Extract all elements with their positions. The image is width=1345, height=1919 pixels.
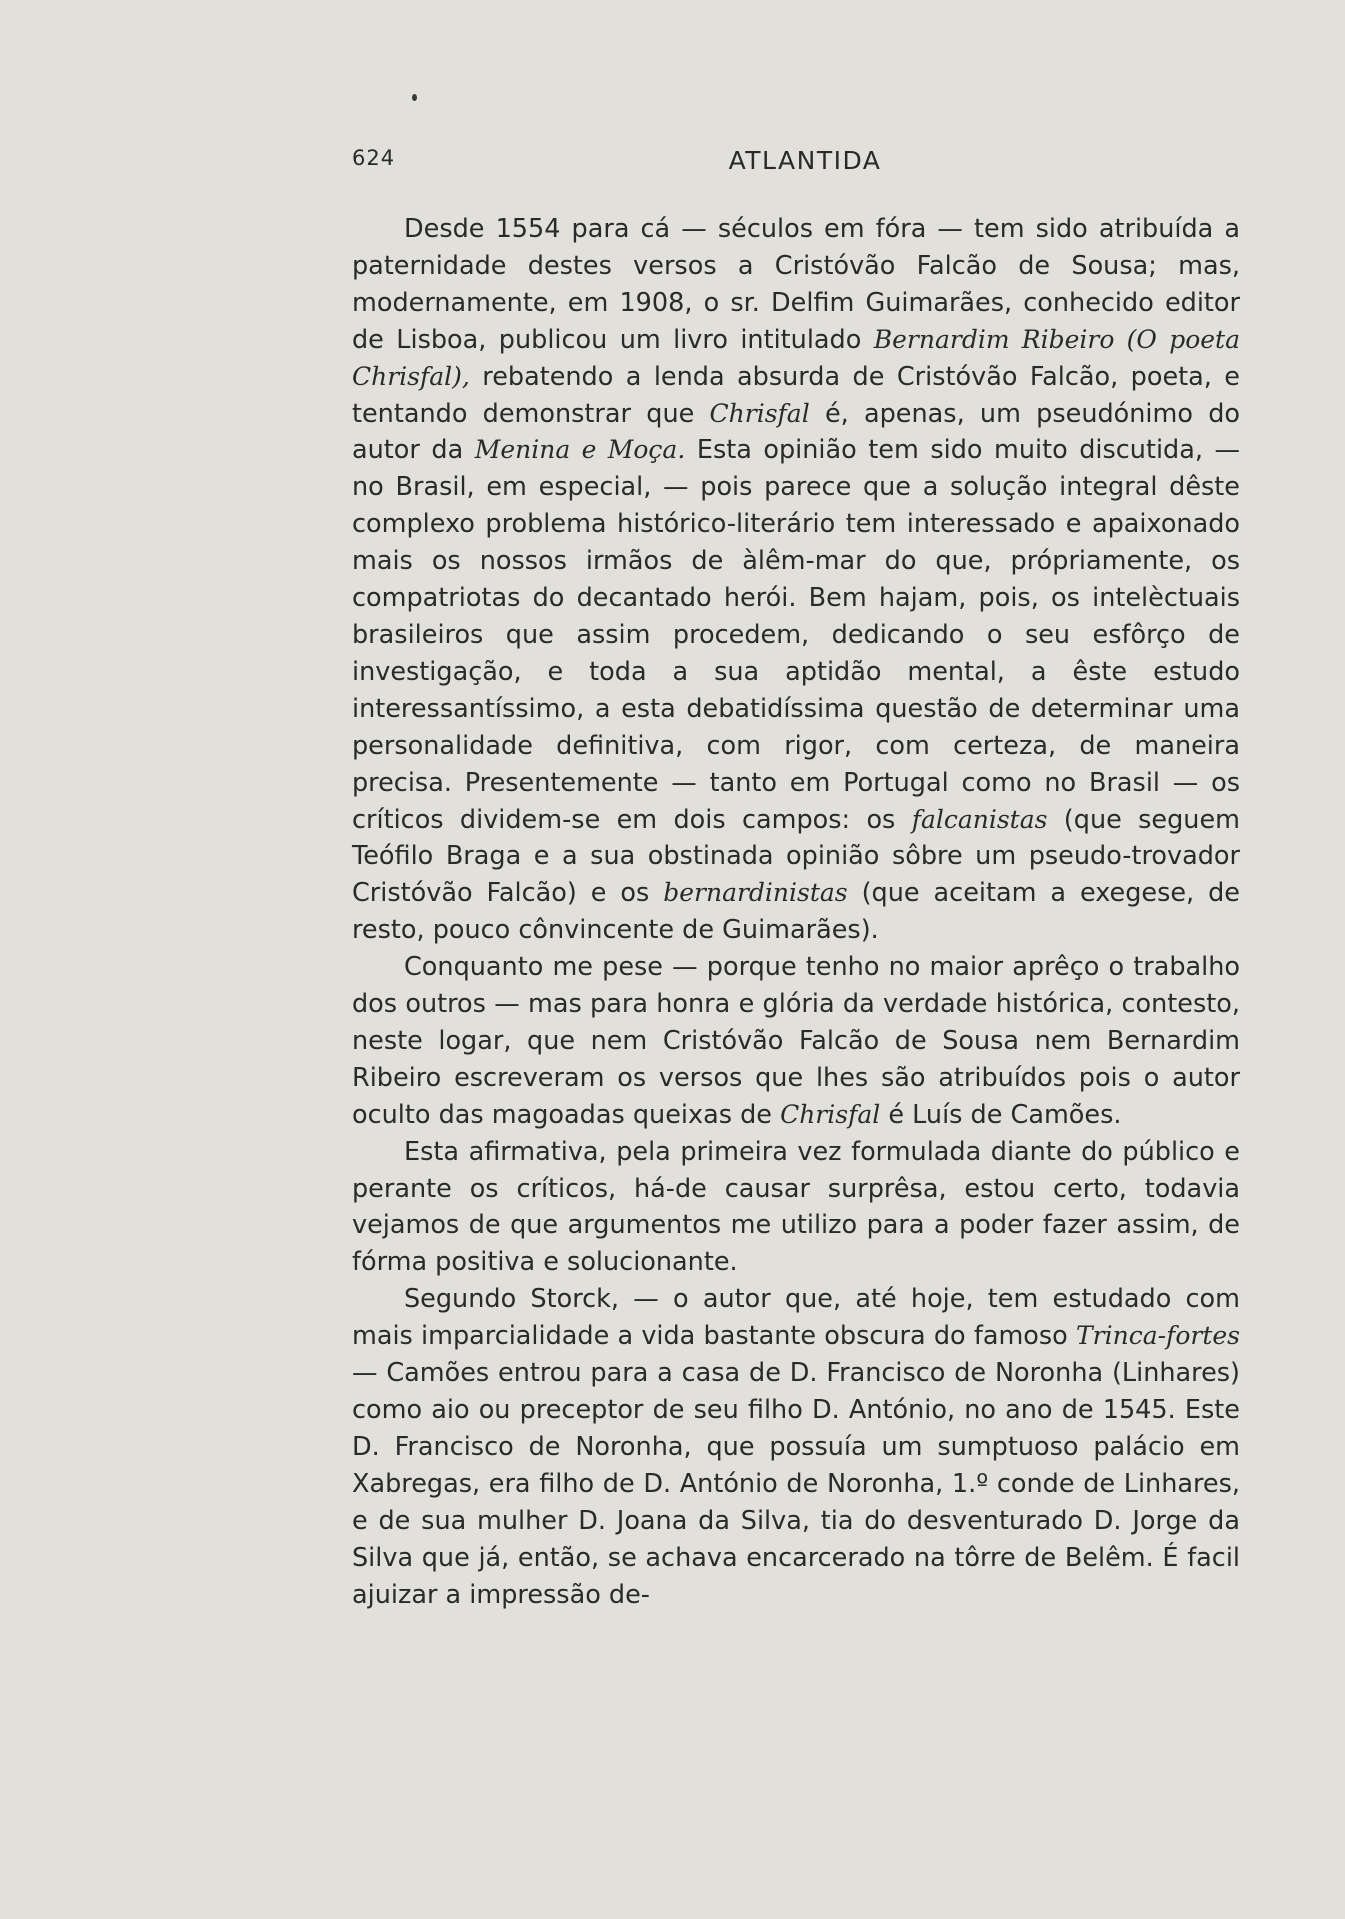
page-number: 624 — [352, 146, 396, 170]
italic-text: Trinca-fortes — [1075, 1321, 1240, 1351]
text-run: Desde 1554 para cá — séculos em fóra — tem sido atribuída a paternidade destes versos a Cristóvão Falcão de Sousa; mas, modernamente, em 1908, o sr. Delfim Guimarães, conhecido editor de Lisboa, publicou um livro intitulado — [352, 214, 1240, 355]
text-run: é Luís de Camões. — [880, 1099, 1122, 1130]
text-run: Conquanto me pese — porque tenho no maior aprêço o trabalho dos outros — mas para honra e glória da verdade histórica, contesto, neste logar, que nem Cristóvão Falcão de Sousa nem Bernardim Ribeiro escreveram os versos que lhes são atribuídos pois o autor oculto das magoadas queixas de — [352, 952, 1240, 1130]
paragraph — [352, 949, 1240, 1134]
italic-text: Bernardim Ribeiro (O poeta Chrisfal), — [352, 324, 1240, 391]
paragraph — [352, 211, 1240, 949]
body-text — [352, 211, 1240, 1613]
text-run: (que aceitam a exegese, de resto, pouco cônvincente de Guimarães). — [352, 878, 1240, 946]
text-run: Esta afirmativa, pela primeira vez formulada diante do público e perante os críticos, há-de causar surprêsa, estou certo, todavia vejamos de que argumentos me utilizo para a poder fazer assim, de fórma positiva e solucionante. — [352, 1136, 1240, 1278]
italic-text: falcanistas — [911, 804, 1048, 834]
text-run: Segundo Storck, — o autor que, até hoje, tem estudado com mais imparcialidade a vida bastante obscura do famoso — [352, 1284, 1240, 1352]
italic-text: Chrisfal — [780, 1099, 881, 1129]
text-run: é, apenas, um pseudónimo do autor da — [352, 398, 1240, 466]
text-run: rebatendo a lenda absurda de Cristóvão Falcão, poeta, e tentando demonstrar que — [352, 361, 1240, 429]
paragraph — [352, 1281, 1240, 1613]
running-title: ATLANTIDA — [728, 146, 882, 175]
italic-text: bernardinistas — [663, 878, 848, 908]
text-run: (que seguem Teófilo Braga e a sua obstinada opinião sôbre um pseudo-trovador Cristóvão Falcão) e os — [352, 804, 1240, 909]
paragraph — [352, 1134, 1240, 1282]
running-header — [352, 146, 1240, 182]
italic-text: Menina e Moça. — [474, 435, 686, 465]
italic-text: Chrisfal — [709, 398, 810, 428]
text-run: — Camões entrou para a casa de D. Francisco de Noronha (Linhares) como aio ou preceptor de seu filho D. António, no ano de 1545. Este D. Francisco de Noronha, que possuía um sumptuoso palácio em Xabregas, era filho de D. António de Noronha, 1.º conde de Linhares, e de sua mulher D. Joana da Silva, tia do desventurado D. Jorge da Silva que já, então, se achava encarcerado na tôrre de Belêm. É facil ajuizar a impressão de- — [352, 1358, 1240, 1610]
text-run: Esta opinião tem sido muito discutida, — no Brasil, em especial, — pois parece que a solução integral dêste complexo problema histórico-literário tem interessado e apaixonado mais os nossos irmãos de àlêm-mar do que, própriamente, os compatriotas do decantado herói. Bem hajam, pois, os intelèctuais brasileiros que assim procedem, dedicando o seu esfôrço de investigação, e toda a sua aptidão mental, a êste estudo interessantíssimo, a esta debatidíssima questão de determinar uma personalidade definitiva, com rigor, com certeza, de maneira precisa. Presentemente — tanto em Portugal como no Brasil — os críticos dividem-se em dois campos: os — [352, 435, 1240, 835]
ink-speck — [412, 94, 417, 101]
